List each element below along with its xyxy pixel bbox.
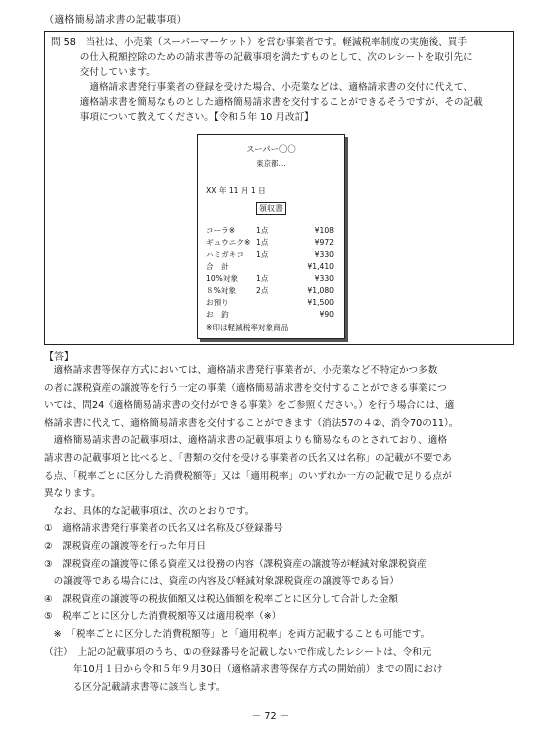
receipt-item-name: コーラ※ bbox=[206, 226, 236, 235]
answer-line: 適格簡易請求書の記載事項は、適格請求書の記載事項よりも簡易なものとされており、適格 bbox=[44, 435, 447, 447]
receipt-address: 東京都… bbox=[256, 159, 286, 168]
answer-line: の者に課税資産の譲渡等を行う一定の事業（適格簡易請求書を交付することができる事業につ bbox=[44, 382, 447, 394]
receipt-row bbox=[206, 250, 334, 261]
receipt-quantity: 1点 bbox=[256, 250, 269, 259]
receipt-row bbox=[206, 310, 334, 321]
receipt-row bbox=[206, 298, 334, 309]
receipt-quantity: 2点 bbox=[256, 286, 269, 295]
receipt-item-name: 10%対象 bbox=[206, 274, 239, 283]
receipt-item-name: 合 計 bbox=[206, 262, 229, 271]
receipt-title: 領収書 bbox=[256, 202, 286, 215]
answer-line: 適格請求書等保存方式においては、適格請求書発行事業者が、小売業など不特定かつ多数 bbox=[44, 365, 438, 376]
answer-line: 請求書の記載事項と比べると、「書類の交付を受ける事業者の氏名又は名称」の記載が不要であ bbox=[44, 453, 452, 464]
receipt-row bbox=[206, 262, 334, 273]
receipt-illustration bbox=[197, 134, 345, 339]
answer-line: ④ 課税資産の譲渡等の税抜価額又は税込価額を税率ごとに区分して合計した金額 bbox=[44, 593, 398, 605]
receipt-item-name: ギュウニク※ bbox=[206, 238, 251, 247]
answer-line: ⑤ 税率ごとに区分した消費税額等又は適用税率（※） bbox=[44, 611, 282, 623]
receipt-amount: ¥1,500 bbox=[307, 298, 334, 307]
answer-line: 年10月１日から令和５年９月30日（適格請求書等保存方式の開始前）までの間におけ bbox=[44, 664, 443, 676]
receipt-amount: ¥330 bbox=[314, 250, 334, 259]
receipt-date: XX 年 11 月 1 日 bbox=[206, 186, 266, 195]
receipt-amount: ¥330 bbox=[314, 274, 334, 283]
answer-label: 【答】 bbox=[44, 352, 74, 363]
answer-line: （注） 上記の記載事項のうち、①の登録番号を記載しないで作成したレシートは、令和元 bbox=[44, 646, 432, 658]
receipt-amount: ¥90 bbox=[319, 310, 334, 319]
receipt-amount: ¥108 bbox=[314, 226, 334, 235]
answer-line: る点、「税率ごとに区分した消費税額等」又は「適用税率」のいずれか一方の記載で足りる点が bbox=[44, 470, 452, 482]
receipt-quantity: 1点 bbox=[256, 274, 269, 283]
section-heading: （適格簡易請求書の記載事項） bbox=[44, 15, 187, 26]
receipt-quantity: 1点 bbox=[256, 238, 269, 247]
question-line: 問 58 当社は、小売業（スーパーマーケット）を営む事業者です。軽減税率制度の実施後、買手 bbox=[51, 37, 467, 48]
receipt-note: ※印は軽減税率対象商品 bbox=[206, 323, 289, 332]
receipt-item-name: ハミガキコ bbox=[206, 250, 244, 259]
question-line: 適格請求書発行事業者の登録を受けた場合、小売業などは、適格請求書の交付に代えて、 bbox=[51, 82, 473, 93]
receipt-quantity: 1点 bbox=[256, 226, 269, 235]
receipt-row bbox=[206, 286, 334, 297]
answer-line: ※ 「税率ごとに区分した消費税額等」と「適用税率」を両方記載することも可能です。 bbox=[44, 629, 431, 640]
receipt-amount: ¥1,080 bbox=[307, 286, 334, 295]
receipt-item-name: ８%対象 bbox=[206, 286, 236, 295]
answer-line: ③ 課税資産の譲渡等に係る資産又は役務の内容（課税資産の譲渡等が軽減対象課税資産 bbox=[44, 558, 427, 570]
answer-line: 格請求書に代えて、適格簡易請求書を交付することができます（消法57の４②、消令70の11）。 bbox=[44, 417, 459, 429]
receipt-amount: ¥972 bbox=[314, 238, 334, 247]
receipt-row bbox=[206, 226, 334, 237]
answer-line: る区分記載請求書等に該当します。 bbox=[44, 681, 226, 693]
receipt-row bbox=[206, 238, 334, 249]
question-line: 事項について教えてください。【令和５年 10 月改訂】 bbox=[51, 112, 314, 123]
answer-line: なお、具体的な記載事項は、次のとおりです。 bbox=[44, 505, 255, 517]
answer-line: いては、問24《適格簡易請求書の交付ができる事業》をご参照ください。）を行う場合には、適 bbox=[44, 400, 455, 412]
answer-line: の譲渡等である場合には、資産の内容及び軽減対象課税資産の譲渡等である旨） bbox=[44, 576, 399, 588]
receipt-amount: ¥1,410 bbox=[307, 262, 334, 271]
question-line: 交付しています。 bbox=[51, 67, 156, 78]
receipt-item-name: お 釣 bbox=[206, 310, 229, 319]
question-line: の仕入税額控除のための請求書等の記載事項を満たすものとして、次のレシートを取引先に bbox=[51, 52, 473, 63]
answer-line: ② 課税資産の譲渡等を行った年月日 bbox=[44, 541, 207, 552]
answer-line: ① 適格請求書発行事業者の氏名又は名称及び登録番号 bbox=[44, 523, 283, 535]
answer-line: 異なります。 bbox=[44, 488, 101, 500]
receipt-item-name: お預り bbox=[206, 298, 229, 307]
receipt-store-name: スーパー〇〇 bbox=[246, 144, 296, 154]
receipt-row bbox=[206, 274, 334, 285]
page-number: － 72 － bbox=[251, 711, 290, 722]
question-line: 適格請求書を簡易なものとした適格簡易請求書を交付することができるそうですが、その記載 bbox=[51, 97, 483, 108]
